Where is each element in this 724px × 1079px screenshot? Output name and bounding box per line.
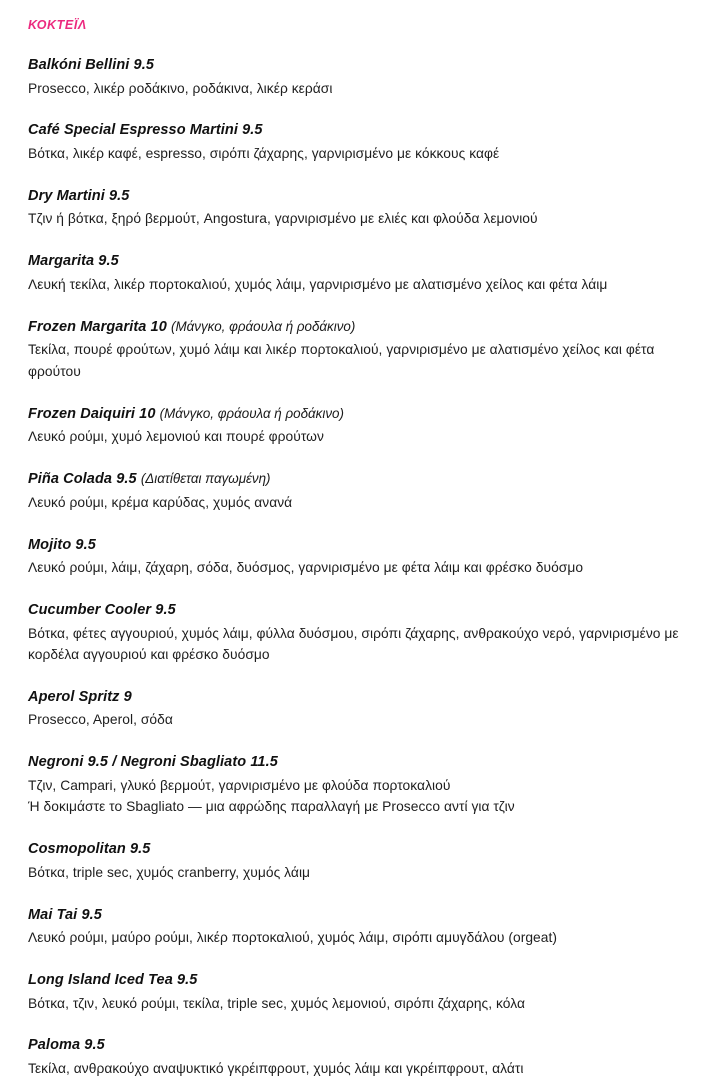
item-description: Τεκίλα, ανθρακούχο αναψυκτικό γκρέιπφρουτ, χυμός λάιμ και γκρέιπφρουτ, αλάτι (28, 1061, 524, 1077)
item-description: Τζιν ή βότκα, ξηρό βερμούτ, Angostura, γαρνιρισμένο με ελιές και φλούδα λεμονιού (28, 211, 538, 227)
section-heading-cocktails: ΚΟΚΤΕΪΛ (28, 18, 87, 32)
item-title-text: Mojito 9.5 (28, 536, 96, 553)
list-item (28, 317, 696, 382)
item-description: Βότκα, λικέρ καφέ, espresso, σιρόπι ζάχαρης, γαρνιρισμένο με κόκκους καφέ (28, 146, 500, 162)
list-item (28, 535, 696, 579)
item-description: Prosecco, λικέρ ροδάκινο, ροδάκινα, λικέρ κεράσι (28, 80, 333, 96)
item-note: (Μάνγκο, φράουλα ή ροδάκινο) (159, 405, 344, 421)
cocktail-item-list (28, 55, 696, 1079)
item-title (28, 600, 696, 621)
item-title (28, 404, 696, 425)
item-title (28, 55, 696, 76)
item-title (28, 120, 696, 141)
item-title-text: Café Special Espresso Martini 9.5 (28, 122, 263, 139)
item-title (28, 251, 696, 272)
item-description-secondary: Ή δοκιμάστε το Sbagliato — μια αφρώδης παραλλαγή με Prosecco αντί για τζιν (28, 799, 515, 815)
item-description: Βότκα, triple sec, χυμός cranberry, χυμός λάιμ (28, 864, 311, 880)
item-title (28, 970, 696, 991)
list-item (28, 404, 696, 448)
item-description: Prosecco, Aperol, σόδα (28, 712, 173, 728)
list-item (28, 55, 696, 99)
item-description: Λευκό ρούμι, χυμό λεμονιού και πουρέ φρούτων (28, 429, 324, 445)
item-description: Τζιν, Campari, γλυκό βερμούτ, γαρνιρισμένο με φλούδα πορτοκαλιού (28, 777, 451, 793)
item-title-text: Negroni 9.5 / Negroni Sbagliato 11.5 (28, 754, 278, 771)
item-title-text: Dry Martini 9.5 (28, 187, 130, 204)
item-title (28, 317, 696, 338)
item-title (28, 905, 696, 926)
list-item (28, 186, 696, 230)
item-title-text: Mai Tai 9.5 (28, 906, 102, 923)
list-item (28, 251, 696, 295)
list-item (28, 469, 696, 513)
item-description: Λευκή τεκίλα, λικέρ πορτοκαλιού, χυμός λάιμ, γαρνιρισμένο με αλατισμένο χείλος και φέτα λάιμ (28, 276, 608, 292)
item-note: (Διατίθεται παγωμένη) (140, 471, 271, 487)
item-description: Βότκα, φέτες αγγουριού, χυμός λάιμ, φύλλα δυόσμου, σιρόπι ζάχαρης, ανθρακούχο νερό, γαρνιρισμένο με κορδέλα αγγουριού και φρέσκο δυόσμο (28, 625, 679, 662)
item-title-text: Frozen Margarita 10 (28, 318, 167, 335)
item-title (28, 839, 696, 860)
item-title (28, 469, 696, 490)
item-title (28, 687, 696, 708)
list-item (28, 752, 696, 817)
list-item (28, 1035, 696, 1079)
item-title (28, 1035, 696, 1056)
item-title-text: Cucumber Cooler 9.5 (28, 602, 176, 618)
list-item (28, 600, 696, 665)
item-title (28, 186, 696, 207)
item-title-text: Margarita 9.5 (28, 253, 119, 270)
item-title-text: Cosmopolitan 9.5 (28, 841, 151, 858)
item-title (28, 752, 696, 773)
item-description: Λευκό ρούμι, λάιμ, ζάχαρη, σόδα, δυόσμος, γαρνιρισμένο με φέτα λάιμ και φρέσκο δυόσμο (28, 560, 584, 576)
list-item (28, 687, 696, 731)
item-description: Λευκό ρούμι, μαύρο ρούμι, λικέρ πορτοκαλιού, χυμός λάιμ, σιρόπι αμυγδάλου (orgeat) (28, 930, 558, 946)
list-item (28, 839, 696, 883)
item-description: Τεκίλα, πουρέ φρούτων, χυμό λάιμ και λικέρ πορτοκαλιού, γαρνιρισμένο με αλατισμένο χείλος και φέτα φρούτου (28, 342, 655, 379)
list-item (28, 970, 696, 1014)
item-title-text: Frozen Daiquiri 10 (28, 405, 156, 422)
item-note: (Μάνγκο, φράουλα ή ροδάκινο) (171, 318, 356, 334)
list-item (28, 905, 696, 949)
item-title-text: Paloma 9.5 (28, 1037, 105, 1054)
list-item (28, 120, 696, 164)
item-title-text: Long Island Iced Tea 9.5 (28, 972, 198, 989)
item-title (28, 535, 696, 556)
item-description: Λευκό ρούμι, κρέμα καρύδας, χυμός ανανά (28, 494, 293, 510)
item-description: Βότκα, τζιν, λευκό ρούμι, τεκίλα, triple sec, χυμός λεμονιού, σιρόπι ζάχαρης, κόλα (28, 995, 526, 1011)
item-title-text: Balkóni Bellini 9.5 (28, 57, 154, 73)
item-title-text: Piña Colada 9.5 (28, 471, 137, 488)
item-title-text: Aperol Spritz 9 (28, 688, 132, 705)
